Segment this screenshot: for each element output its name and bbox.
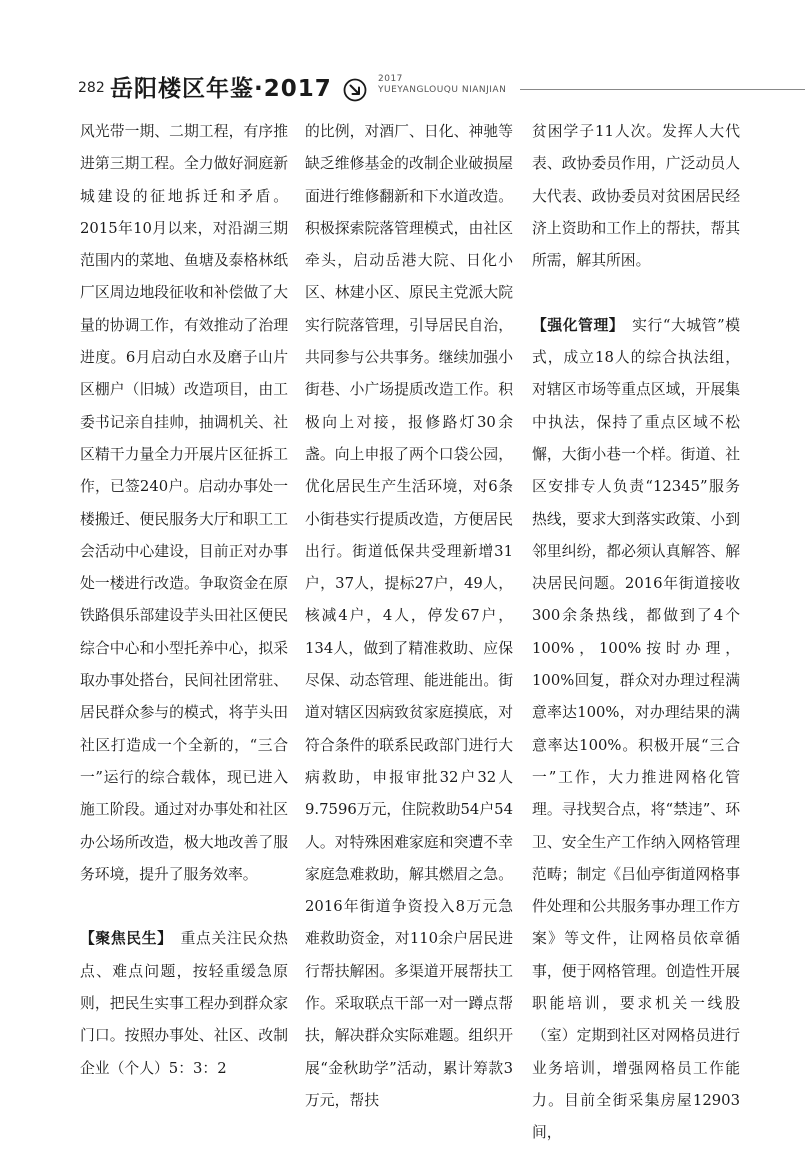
paragraph: 风光带一期、二期工程，有序推进第三期工程。全力做好洞庭新城建设的征地拆迁和矛盾。2015年10月以来，对沿湖三期范围内的菜地、鱼塘及泰格林纸厂区周边地段征收和补偿做了大量的协调工作，有效推动了治理进度。6月启动白水及磨子山片区棚户（旧城）改造项目，由工委书记亲自挂帅，抽调机关、社区精干力量全力开展片区征拆工作，已签240户。启动办事处一楼搬迁、便民服务大厅和职工工会活动中心建设，目前正对办事处一楼进行改造。争取资金在原铁路俱乐部建设芋头田社区便民综合中心和小型托养中心，拟采取办事处搭台，民间社团常驻、居民群众参与的模式，将芋头田社区打造成一个全新的，“三合一”运行的综合载体，现已进入施工阶段。通过对办事处和社区办公场所改造，极大地改善了服务环境，提升了服务效率。 xyxy=(80,123,288,883)
paragraph xyxy=(532,310,740,1150)
paragraph-body: 重点关注民众热点、难点问题，按轻重缓急原则，把民生实事工程办到群众家门口。按照办事处、社区、改制企业（个人）5：3：2 xyxy=(80,930,288,1077)
paragraph xyxy=(80,923,288,1084)
text-column-3 xyxy=(532,116,740,1150)
page-header xyxy=(0,0,805,110)
section-heading: 【聚焦民生】 xyxy=(80,930,166,948)
section-heading: 【强化管理】 xyxy=(532,316,617,334)
subtitle-pinyin: YUEYANGLOUQU NIANJIAN xyxy=(378,85,507,95)
header-rule xyxy=(520,89,805,90)
paragraph: 贫困学子11人次。发挥人大代表、政协委员作用，广泛动员人大代表、政协委员对贫困居民经济上资助和工作上的帮扶，帮其所需，解其所困。 xyxy=(532,123,740,270)
page-number: 282 xyxy=(78,80,105,96)
text-column-2 xyxy=(305,116,513,1117)
subtitle-year: 2017 xyxy=(378,74,403,84)
paragraph: 的比例，对酒厂、日化、神驰等缺乏维修基金的改制企业破损屋面进行维修翻新和下水道改造。积极探索院落管理模式，由社区牵头，启动岳港大院、日化小区、林建小区、原民主党派大院实行院落管理，引导居民自治，共同参与公共事务。继续加强小街巷、小广场提质改造工作。积极向上对接，报修路灯30余盏。向上申报了两个口袋公园，优化居民生产生活环境，对6条小街巷实行提质改造，方便居民出行。街道低保共受理新增31户，37人，提标27户，49人，核减4户，4人，停发67户，134人，做到了精准救助、应保尽保、动态管理、能进能出。街道对辖区因病致贫家庭摸底，对符合条件的联系民政部门进行大病救助，申报审批32户32人9.7596万元，住院救助54户54人。对特殊困难家庭和突遭不幸家庭急难救助，解其燃眉之急。2016年街道争资投入8万元急难救助资金，对110余户居民进行帮扶解困。多渠道开展帮扶工作。采取联点干部一对一蹲点帮扶，解决群众实际难题。组织开展“金秋助学”活动，累计筹款3万元，帮扶 xyxy=(305,123,513,1109)
section-gap xyxy=(532,277,740,309)
book-subtitle xyxy=(378,74,506,96)
paragraph-body: 实行“大城管”模式，成立18人的综合执法组，对辖区市场等重点区域，开展集中执法，保持了重点区域不松懈，大街小巷一个样。街道、社区安排专人负责“12345”服务热线，要求大到落实政策、小到邻里纠纷，都必须认真解答、解决居民问题。2016年街道接收300余条热线，都做到了4个100%，100%按时办理，100%回复，群众对办理过程满意率达100%，对办理结果的满意率达100%。积极开展“三合一”工作，大力推进网格化管理。寻找契合点，将“禁违”、环卫、安全生产工作纳入网格管理范畴；制定《吕仙亭街道网格事件处理和公共服务事办理工作方案》等文件，让网格员依章循事，便于网格管理。创造性开展职能培训，要求机关一线股（室）定期到社区对网格员进行业务培训，增强网格员工作能力。目前全街采集房屋12903间， xyxy=(532,316,740,1142)
section-gap xyxy=(80,891,288,923)
down-right-arrow-circle-icon xyxy=(343,78,367,102)
text-column-1 xyxy=(80,116,288,1085)
book-title: 岳阳楼区年鉴·2017 xyxy=(110,76,332,102)
